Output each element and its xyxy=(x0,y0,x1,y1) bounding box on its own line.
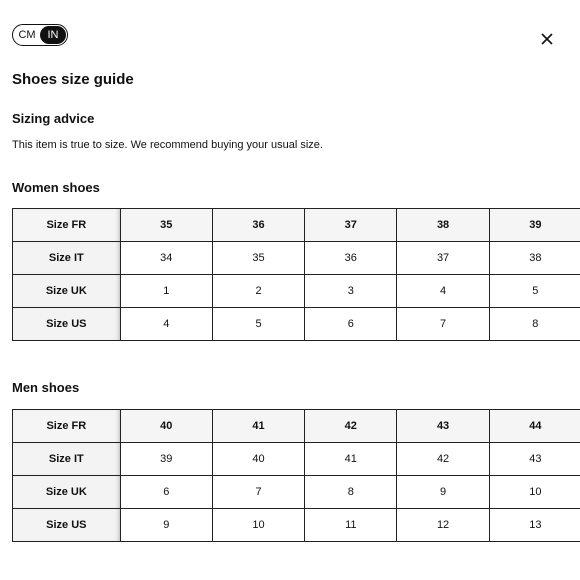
size-cell: 37 xyxy=(397,242,489,275)
size-cell: 2 xyxy=(212,275,304,308)
size-cell: 3 xyxy=(305,275,397,308)
size-cell: 36 xyxy=(305,242,397,275)
size-cell: 11 xyxy=(305,509,397,542)
size-cell: 36 xyxy=(212,209,304,242)
size-cell: 5 xyxy=(489,275,580,308)
row-label: Size UK xyxy=(13,275,121,308)
men-shoes-title: Men shoes xyxy=(12,380,80,395)
table-row xyxy=(13,308,580,341)
table-row xyxy=(13,509,580,542)
size-cell: 9 xyxy=(397,476,489,509)
page-title: Shoes size guide xyxy=(12,71,134,88)
size-cell: 40 xyxy=(212,443,304,476)
size-cell: 4 xyxy=(397,275,489,308)
table-row xyxy=(13,410,580,443)
row-label: Size US xyxy=(13,308,121,341)
close-icon xyxy=(541,33,553,45)
size-cell: 7 xyxy=(212,476,304,509)
men-size-table xyxy=(12,409,580,542)
size-cell: 41 xyxy=(305,443,397,476)
table-row xyxy=(13,242,580,275)
table-row xyxy=(13,209,580,242)
size-cell: 4 xyxy=(120,308,212,341)
sizing-advice-text: This item is true to size. We recommend buying your usual size. xyxy=(12,139,323,151)
row-label: Size IT xyxy=(13,242,121,275)
size-cell: 43 xyxy=(397,410,489,443)
size-cell: 35 xyxy=(212,242,304,275)
close-button[interactable] xyxy=(538,30,556,48)
size-cell: 34 xyxy=(120,242,212,275)
size-cell: 12 xyxy=(397,509,489,542)
size-cell: 9 xyxy=(120,509,212,542)
table-row xyxy=(13,275,580,308)
size-cell: 38 xyxy=(489,242,580,275)
size-cell: 37 xyxy=(305,209,397,242)
women-shoes-title: Women shoes xyxy=(12,180,100,195)
size-cell: 42 xyxy=(397,443,489,476)
row-label: Size FR xyxy=(13,410,121,443)
size-cell: 44 xyxy=(489,410,580,443)
size-cell: 40 xyxy=(120,410,212,443)
row-label: Size UK xyxy=(13,476,121,509)
size-cell: 6 xyxy=(120,476,212,509)
unit-toggle[interactable] xyxy=(12,24,68,46)
size-cell: 5 xyxy=(212,308,304,341)
size-cell: 39 xyxy=(489,209,580,242)
sizing-advice-heading: Sizing advice xyxy=(12,111,95,126)
size-cell: 7 xyxy=(397,308,489,341)
size-cell: 35 xyxy=(120,209,212,242)
size-cell: 42 xyxy=(305,410,397,443)
row-label: Size IT xyxy=(13,443,121,476)
size-cell: 41 xyxy=(212,410,304,443)
size-cell: 43 xyxy=(489,443,580,476)
size-cell: 1 xyxy=(120,275,212,308)
row-label: Size FR xyxy=(13,209,121,242)
size-cell: 10 xyxy=(489,476,580,509)
women-size-table xyxy=(12,208,580,341)
size-cell: 8 xyxy=(489,308,580,341)
unit-option-cm[interactable]: CM xyxy=(18,29,36,41)
size-cell: 38 xyxy=(397,209,489,242)
size-cell: 10 xyxy=(212,509,304,542)
size-cell: 13 xyxy=(489,509,580,542)
unit-option-in[interactable]: IN xyxy=(40,26,66,44)
table-row xyxy=(13,476,580,509)
table-row xyxy=(13,443,580,476)
row-label: Size US xyxy=(13,509,121,542)
size-cell: 39 xyxy=(120,443,212,476)
size-cell: 8 xyxy=(305,476,397,509)
size-cell: 6 xyxy=(305,308,397,341)
